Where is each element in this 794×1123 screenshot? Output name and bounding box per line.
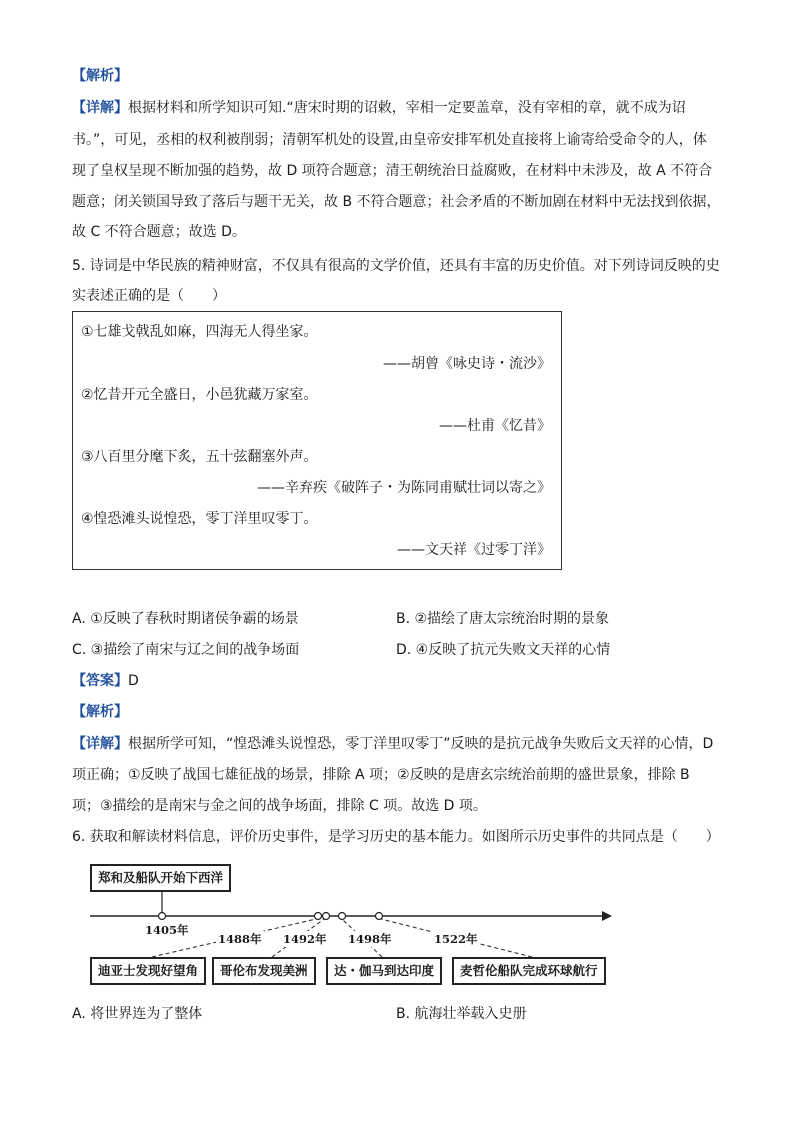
- event-box: 迪亚士发现好望角: [90, 957, 206, 985]
- question-5-stem: 实表述正确的是（ ）: [72, 288, 226, 304]
- year-label: 1492年: [283, 932, 327, 946]
- timeline-marker: [339, 913, 346, 920]
- text-line: 书。”，可见，丞相的权利被削弱；清朝军机处的设置,由皇帝安排军机处直接将上谕寄给受命令的人，体: [72, 132, 707, 148]
- timeline-marker: [315, 913, 322, 920]
- answer-line: [72, 671, 139, 691]
- poem-attribution: ——杜甫《忆昔》: [439, 418, 551, 434]
- poem-line: ③八百里分麾下炙，五十弦翻塞外声。: [81, 449, 318, 465]
- timeline-marker: [323, 913, 330, 920]
- poem-attribution: ——胡曾《咏史诗・流沙》: [383, 356, 551, 372]
- option-c: C. ③描绘了南宋与辽之间的战争场面: [72, 642, 300, 658]
- analysis-heading: 【解析】: [72, 704, 128, 720]
- year-label: 1498年: [348, 932, 392, 946]
- event-box: 麦哲伦船队完成环球航行: [452, 957, 606, 985]
- question-6-stem: 6. 获取和解读材料信息，评价历史事件，是学习历史的基本能力。如图所示历史事件的共同点是（ ）: [72, 829, 720, 845]
- poem-attribution: ——文天祥《过零丁洋》: [397, 542, 551, 558]
- timeline-figure: [72, 852, 632, 992]
- year-label: 1405年: [145, 923, 189, 937]
- text-line: 故 C 不符合题意；故选 D。: [72, 224, 246, 240]
- detail-paragraph-line: [72, 734, 713, 754]
- answer-value: D: [128, 673, 139, 689]
- option-d: D. ④反映了抗元失败文天祥的心情: [396, 642, 611, 658]
- text-line: 根据材料和所学知识可知.“唐宋时期的诏敕，宰相一定要盖章，没有宰相的章，就不成为诏: [128, 100, 686, 116]
- event-box: 郑和及船队开始下西洋: [90, 864, 231, 892]
- poem-attribution: ——辛弃疾《破阵子・为陈同甫赋壮词以寄之》: [257, 480, 551, 496]
- year-label: 1488年: [218, 932, 262, 946]
- event-box: 达・伽马到达印度: [326, 957, 442, 985]
- detail-heading: 【详解】: [72, 736, 128, 752]
- answer-heading: 【答案】: [72, 673, 128, 689]
- text-line: 现了皇权呈现不断加强的趋势，故 D 项符合题意；清王朝统治日益腐败，在材料中未涉及，故 A 不符合: [72, 163, 713, 179]
- question-5-stem: 5. 诗词是中华民族的精神财富，不仅具有很高的文学价值，还具有丰富的历史价值。对下列诗词反映的史: [72, 258, 720, 274]
- poem-line: ①七雄戈戟乱如麻，四海无人得坐家。: [81, 324, 318, 340]
- analysis-heading: 【解析】: [72, 68, 128, 84]
- option-a: A. ①反映了春秋时期诸侯争霸的场景: [72, 611, 299, 627]
- timeline-arrow: [602, 911, 612, 921]
- poem-box: [72, 311, 562, 570]
- poem-line: ②忆昔开元全盛日，小邑犹藏万家室。: [81, 387, 318, 403]
- text-line: 项正确；①反映了战国七雄征战的场景，排除 A 项；②反映的是唐玄宗统治前期的盛世景象，排除 B: [72, 767, 690, 783]
- detail-heading: 【详解】: [72, 100, 128, 116]
- option-a: A. 将世界连为了整体: [72, 1006, 203, 1022]
- timeline-marker: [159, 913, 166, 920]
- detail-paragraph-line: [72, 98, 686, 118]
- option-b: B. ②描绘了唐太宗统治时期的景象: [396, 611, 610, 627]
- text-line: 项；③描绘的是南宋与金之间的战争场面，排除 C 项。故选 D 项。: [72, 798, 487, 814]
- poem-line: ④惶恐滩头说惶恐，零丁洋里叹零丁。: [81, 511, 318, 527]
- event-box: 哥伦布发现美洲: [212, 957, 316, 985]
- option-b: B. 航海壮举载入史册: [396, 1006, 527, 1022]
- text-line: 题意；闭关锁国导致了落后与题干无关，故 B 不符合题意；社会矛盾的不断加剧在材料中无法找到依据，: [72, 194, 721, 210]
- year-label: 1522年: [434, 932, 478, 946]
- text-line: 根据所学可知，“惶恐滩头说惶恐，零丁洋里叹零丁”反映的是抗元战争失败后文天祥的心情，D: [128, 736, 714, 752]
- timeline-marker: [376, 913, 383, 920]
